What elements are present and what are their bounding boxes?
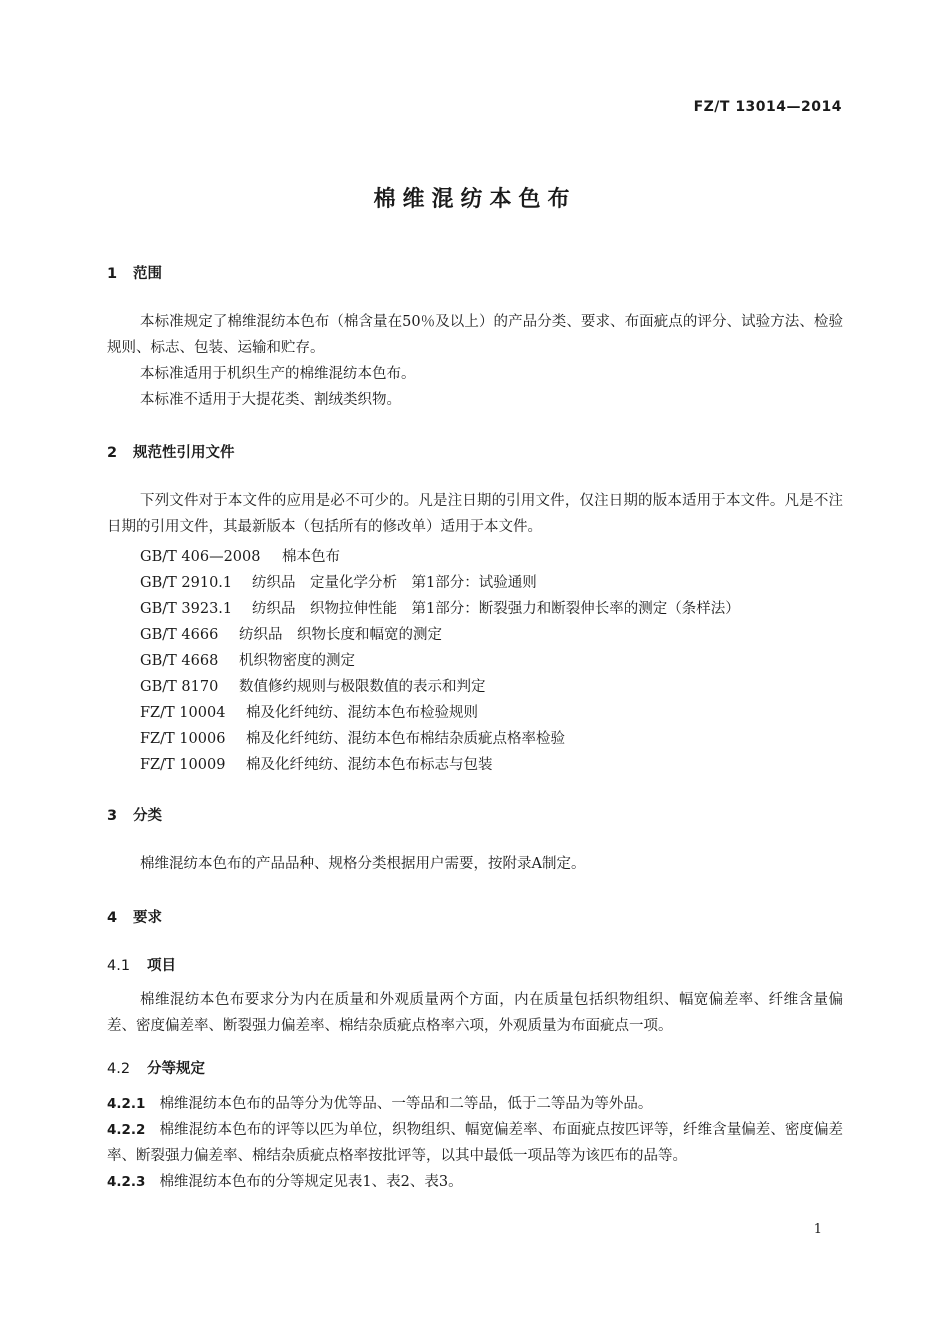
reference-item bbox=[140, 753, 493, 774]
reference-code: FZ/T 10004 bbox=[140, 705, 226, 721]
subsection-title: 项目 bbox=[147, 958, 176, 974]
section-heading-references bbox=[107, 441, 235, 462]
reference-title: 机织物密度的测定 bbox=[239, 653, 355, 669]
paragraph: 棉维混纺本色布的产品品种、规格分类根据用户需要，按附录A制定。 bbox=[140, 856, 586, 872]
subsection-number: 4.2 bbox=[107, 1061, 131, 1077]
paragraph: 下列文件对于本文件的应用是必不可少的。凡是注日期的引用文件，仅注日期的版本适用于本文件。凡是不注日期的引用文件，其最新版本（包括所有的修改单）适用于本文件。 bbox=[107, 493, 843, 535]
section-heading-requirements bbox=[107, 906, 162, 927]
reference-code: FZ/T 10009 bbox=[140, 757, 226, 773]
subsection-title: 分等规定 bbox=[147, 1061, 205, 1077]
reference-title: 纺织品 织物长度和幅宽的测定 bbox=[239, 627, 442, 643]
clause-text: 棉维混纺本色布的品等分为优等品、一等品和二等品，低于二等品为等外品。 bbox=[159, 1096, 653, 1112]
paragraph: 本标准规定了棉维混纺本色布（棉含量在50％及以上）的产品分类、要求、布面疵点的评分、试验方法、检验规则、标志、包装、运输和贮存。 bbox=[107, 314, 843, 356]
reference-code: GB/T 4666 bbox=[140, 627, 219, 643]
reference-code: GB/T 4668 bbox=[140, 653, 219, 669]
page-number: 1 bbox=[813, 1222, 822, 1237]
reference-item bbox=[140, 597, 740, 618]
standard-code: FZ/T 13014—2014 bbox=[693, 99, 842, 115]
reference-item bbox=[140, 623, 442, 644]
reference-code: GB/T 2910.1 bbox=[140, 575, 233, 591]
section-title: 规范性引用文件 bbox=[133, 445, 235, 461]
reference-item bbox=[140, 545, 340, 566]
section-number: 3 bbox=[107, 808, 118, 824]
clause-text: 棉维混纺本色布的评等以匹为单位，织物组织、幅宽偏差率、布面疵点按匹评等，纤维含量偏差、密度偏差率、断裂强力偏差率、棉结杂质疵点格率按批评等，以其中最低一项品等为该匹布的品等。 bbox=[107, 1122, 843, 1164]
section-title: 分类 bbox=[133, 808, 162, 824]
reference-code: GB/T 406—2008 bbox=[140, 549, 261, 565]
section-heading-scope bbox=[107, 262, 162, 283]
document-title: 棉维混纺本色布 bbox=[373, 187, 577, 212]
subsection-number: 4.1 bbox=[107, 958, 131, 974]
section-heading-classification bbox=[107, 804, 162, 825]
clause-number: 4.2.1 bbox=[107, 1096, 146, 1112]
section-number: 4 bbox=[107, 910, 118, 926]
reference-title: 纺织品 织物拉伸性能 第1部分：断裂强力和断裂伸长率的测定（条样法） bbox=[252, 601, 740, 617]
reference-item bbox=[140, 571, 537, 592]
reference-item bbox=[140, 675, 486, 696]
reference-title: 棉本色布 bbox=[282, 549, 340, 565]
reference-item bbox=[140, 649, 355, 670]
reference-item bbox=[140, 701, 478, 722]
subsection-heading-grading bbox=[107, 1057, 205, 1078]
paragraph: 本标准适用于机织生产的棉维混纺本色布。 bbox=[140, 366, 416, 382]
reference-title: 棉及化纤纯纺、混纺本色布标志与包装 bbox=[246, 757, 493, 773]
reference-title: 纺织品 定量化学分析 第1部分：试验通则 bbox=[252, 575, 537, 591]
reference-item bbox=[140, 727, 565, 748]
paragraph: 棉维混纺本色布要求分为内在质量和外观质量两个方面，内在质量包括织物组织、幅宽偏差率、纤维含量偏差、密度偏差率、断裂强力偏差率、棉结杂质疵点格率六项，外观质量为布面疵点一项。 bbox=[107, 992, 843, 1034]
section-number: 1 bbox=[107, 266, 118, 282]
reference-code: FZ/T 10006 bbox=[140, 731, 226, 747]
reference-title: 棉及化纤纯纺、混纺本色布检验规则 bbox=[246, 705, 478, 721]
clause-number: 4.2.2 bbox=[107, 1122, 146, 1138]
clause-4-2-2 bbox=[107, 1117, 843, 1169]
section-title: 范围 bbox=[133, 266, 162, 282]
section-number: 2 bbox=[107, 445, 118, 461]
clause-number: 4.2.3 bbox=[107, 1174, 146, 1190]
paragraph: 本标准不适用于大提花类、割绒类织物。 bbox=[140, 392, 401, 408]
section-title: 要求 bbox=[133, 910, 162, 926]
reference-code: GB/T 3923.1 bbox=[140, 601, 233, 617]
clause-4-2-3 bbox=[107, 1169, 843, 1195]
subsection-heading-items bbox=[107, 954, 176, 975]
reference-title: 棉及化纤纯纺、混纺本色布棉结杂质疵点格率检验 bbox=[246, 731, 565, 747]
clause-text: 棉维混纺本色布的分等规定见表1、表2、表3。 bbox=[159, 1174, 463, 1190]
reference-code: GB/T 8170 bbox=[140, 679, 219, 695]
reference-title: 数值修约规则与极限数值的表示和判定 bbox=[239, 679, 486, 695]
clause-4-2-1 bbox=[107, 1091, 843, 1117]
